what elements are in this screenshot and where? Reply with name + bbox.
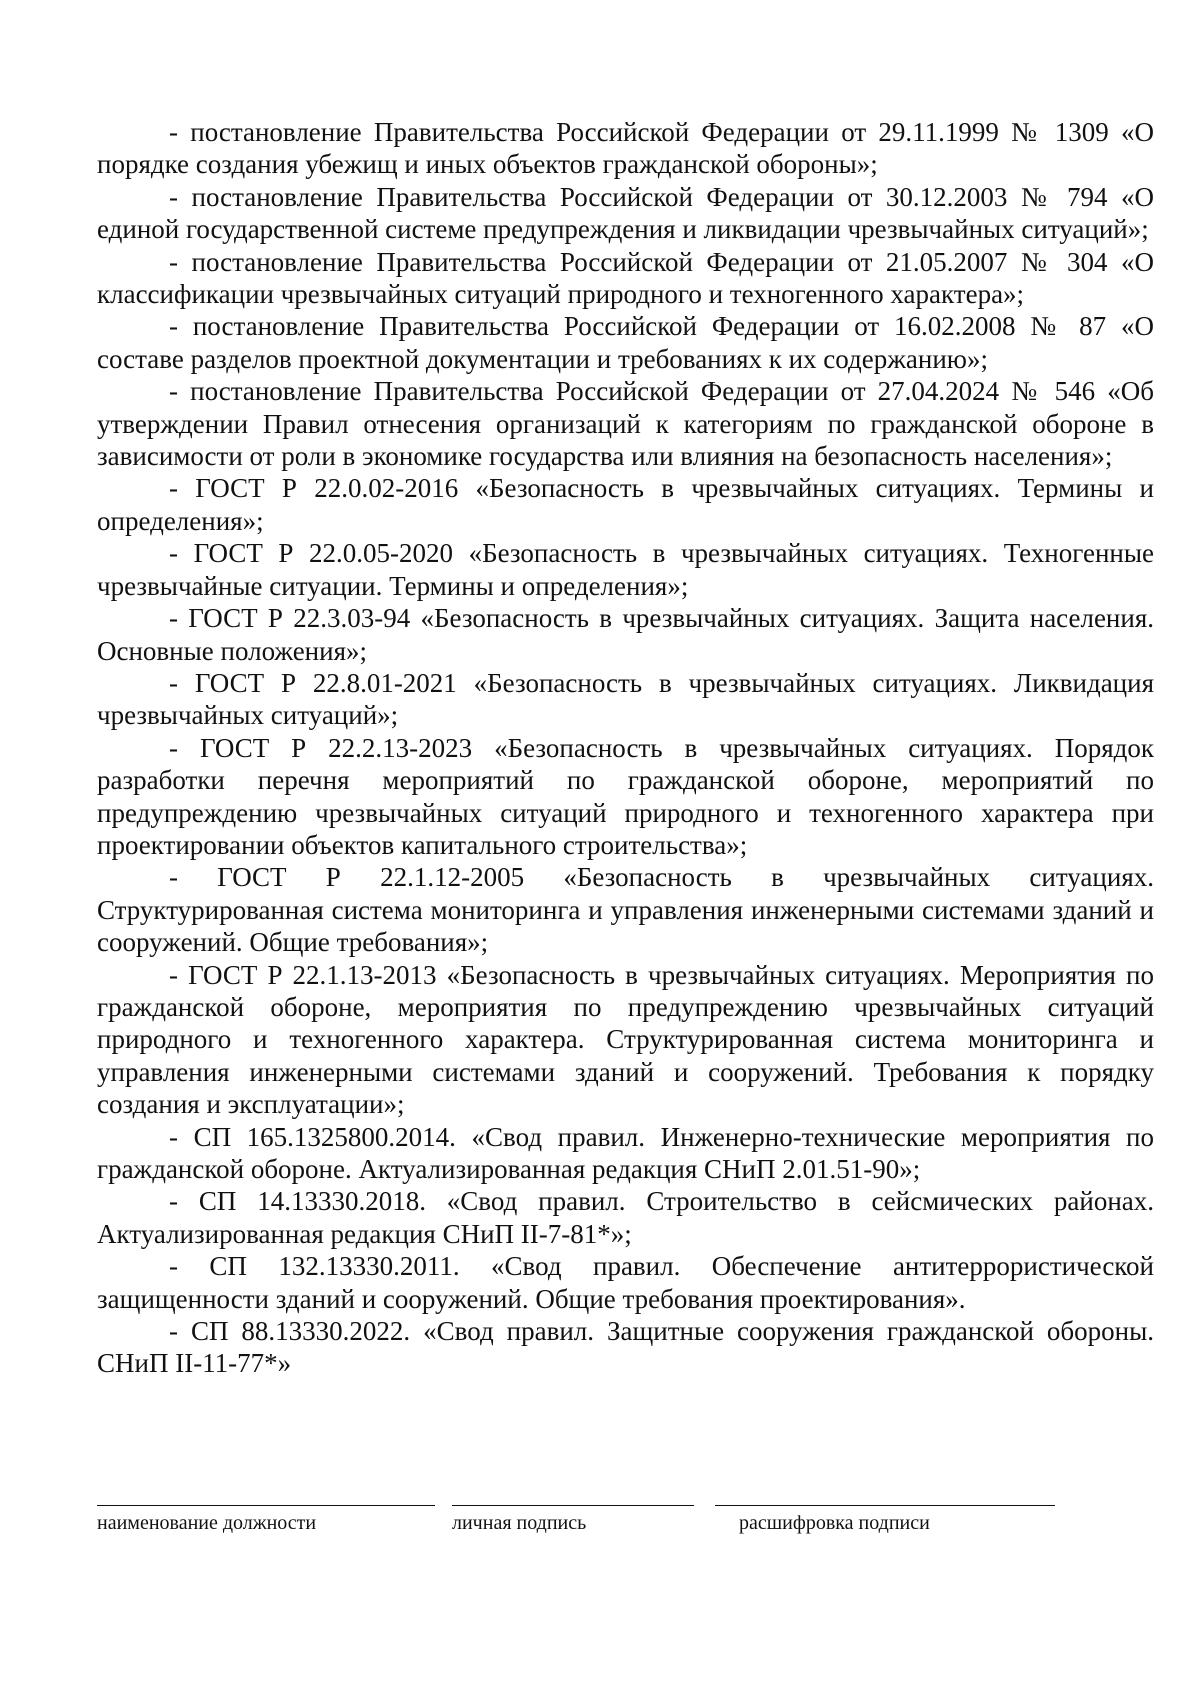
list-item: - ГОСТ Р 22.3.03-94 «Безопасность в чрезвычайных ситуациях. Защита населения. Основные положения»; <box>97 603 1154 666</box>
list-item: - постановление Правительства Российской Федерации от 27.04.2024 № 546 «Об утверждении Правил отнесения организаций к категориям по гражданской обороне в зависимости от роли в экономике государства или влияния на безопасность населения»; <box>97 376 1154 472</box>
list-item: - СП 132.13330.2011. «Свод правил. Обеспечение антитеррористической защищенности зданий и сооружений. Общие требования проектирования». <box>97 1251 1154 1314</box>
signature-decoding-field <box>715 1505 1055 1535</box>
list-item: - ГОСТ Р 22.8.01-2021 «Безопасность в чрезвычайных ситуациях. Ликвидация чрезвычайных ситуаций»; <box>97 667 1154 731</box>
list-item: - постановление Правительства Российской Федерации от 30.12.2003 № 794 «О единой государственной системе предупреждения и ликвидации чрезвычайных ситуаций»; <box>97 181 1154 245</box>
list-item: - ГОСТ Р 22.1.12-2005 «Безопасность в чрезвычайных ситуациях. Структурированная система мониторинга и управления инженерными системами зданий и сооружений. Общие требования»; <box>97 862 1154 958</box>
regulation-list <box>97 116 1154 1380</box>
signature-caption: личная подпись <box>452 1512 587 1534</box>
list-item: - постановление Правительства Российской Федерации от 29.11.1999 № 1309 «О порядке создания убежищ и иных объектов гражданской обороны»; <box>97 117 1154 180</box>
list-item: - ГОСТ Р 22.1.13-2013 «Безопасность в чрезвычайных ситуациях. Мероприятия по гражданской обороне, мероприятия по предупреждению чрезвычайных ситуаций природного и техногенного характера. Структурированная система мониторинга и управления инженерными системами зданий и сооружений. Требования к порядку создания и эксплуатации»; <box>97 959 1154 1120</box>
list-item: - СП 14.13330.2018. «Свод правил. Строительство в сейсмических районах. Актуализированная редакция СНиП II-7-81*»; <box>97 1186 1154 1249</box>
list-item: - постановление Правительства Российской Федерации от 21.05.2007 № 304 «О классификации чрезвычайных ситуаций природного и техногенного характера»; <box>97 246 1154 310</box>
signature-block <box>97 1505 1157 1545</box>
signature-line <box>452 1505 694 1506</box>
decoding-caption: расшифровка подписи <box>739 1512 930 1534</box>
position-signature-field <box>97 1505 435 1535</box>
position-caption: наименование должности <box>97 1512 317 1534</box>
personal-signature-field <box>452 1505 694 1535</box>
list-item: - ГОСТ Р 22.0.02-2016 «Безопасность в чрезвычайных ситуациях. Термины и определения»; <box>97 473 1154 536</box>
list-item: - СП 88.13330.2022. «Свод правил. Защитные сооружения гражданской обороны. СНиП II-11-77*» <box>97 1316 1154 1379</box>
decoding-line <box>715 1505 1055 1506</box>
list-item: - ГОСТ Р 22.0.05-2020 «Безопасность в чрезвычайных ситуациях. Техногенные чрезвычайные ситуации. Термины и определения»; <box>97 538 1154 601</box>
list-item: - ГОСТ Р 22.2.13-2023 «Безопасность в чрезвычайных ситуациях. Порядок разработки перечня мероприятий по гражданской обороне, мероприятий по предупреждению чрезвычайных ситуаций природного и техногенного характера при проектировании объектов капитального строительства»; <box>97 732 1154 860</box>
list-item: - СП 165.1325800.2014. «Свод правил. Инженерно-технические мероприятия по гражданской обороне. Актуализированная редакция СНиП 2.01.51-90»; <box>97 1121 1154 1184</box>
position-line <box>97 1505 435 1506</box>
list-item: - постановление Правительства Российской Федерации от 16.02.2008 № 87 «О составе разделов проектной документации и требованиях к их содержанию»; <box>97 311 1154 374</box>
